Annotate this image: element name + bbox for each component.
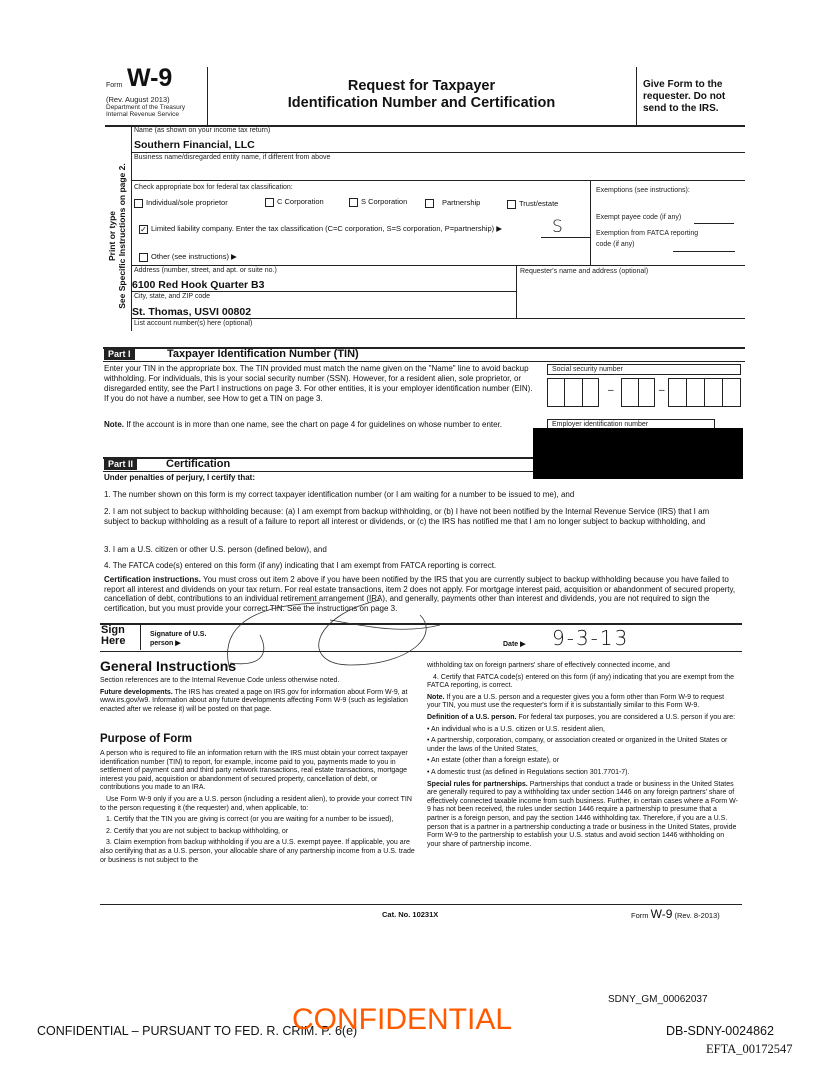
handwritten-signature [200,595,460,675]
divider [131,291,516,292]
bullet: • An estate (other than a foreign estate), or [427,757,560,765]
llc-classification-value[interactable]: S [552,217,563,237]
ein-label: Employer identification number [552,421,649,428]
ssn-area-input[interactable] [547,378,599,407]
requester-label: Requester's name and address (optional) [520,268,649,275]
cert-item-1: 1. The number shown on this form is my correct taxpayer identification number (or I am waiting for a number to be issued to me), and [104,490,575,499]
cert-item-3: 3. I am a U.S. citizen or other U.S. person (defined below), and [104,545,327,554]
option-label: Trust/estate [519,199,559,208]
paragraph-text: Partnerships that conduct a trade or business in the United States are generally required to pay a withholding tax under section 1446 on any foreign partners' share of effectively connected taxable income from such business. Further, in certain cases where a Form W-9 has not been received, the rules under section 1446 require a partnership to presume that a partner is a foreign person, and pay the section 1446 withholding tax. Therefore, if you are a U.S. person that is a partner in a partnership conducting a trade or business in the United States, provide Form W-9 to the partnership to establish your U.S. status and avoid section 1446 withholding on your share of partnership income. [427,780,738,848]
cert-text: You must cross out item 2 above if you have been notified by the IRS that you are currently subject to backup withholding because you have failed to report all interest and dividends on your tax return. For real estate transactions, item 2 does not apply. For mortgage interest paid, acquisition or abandonment of secured property, cancellation of debt, contributions to an individual retirement arrangement (IRA), and generally, payments other than interest and dividends, you are not required to sign the certification, but you must provide your correct TIN. See the instructions on page 3. [104,575,736,613]
signature-label: Signature of U.S. person ▶ [150,631,207,647]
note-text: If the account is in more than one name, see the chart on page 4 for guidelines on whose number to enter. [124,420,503,429]
option-individual[interactable] [134,198,228,208]
checkbox[interactable] [134,199,143,208]
footer-form-id [631,907,720,921]
general-instructions-heading: General Instructions [100,658,237,674]
paragraph-text: 4. Certify that FATCA code(s) entered on this form (if any) indicating that you are exempt from the FATCA reporting, is correct. [427,673,735,690]
divider [516,265,517,318]
option-label: C Corporation [277,197,324,206]
title-line-1: Request for Taxpayer [347,78,496,94]
paragraph-text: withholding tax on foreign partners' share of effectively connected income, and [427,662,670,669]
part-2-title: Certification [166,458,231,470]
note-bold: Note. [104,420,124,429]
date-value[interactable]: 9-3-13 [552,626,630,650]
section-refs: Section references are to the Internal Revenue Code unless otherwise noted. [100,677,340,684]
divider [140,625,141,650]
checkbox[interactable] [139,253,148,262]
footer-form-word: Form [631,911,649,920]
ssn-serial-input[interactable] [668,378,741,407]
option-label: Individual/sole proprietor [146,198,228,207]
city-label: City, state, and ZIP code [134,293,211,300]
paragraph-text: 3. Claim exemption from backup withholding if you are a U.S. exempt payee. If applicable, you are also certifying that as a U.S. person, your allocable share of any partnership income from a U.S. trade or business is not subject to the [100,839,415,864]
footer-rev: (Rev. 8-2013) [674,911,720,920]
entry-line [694,223,734,224]
option-s-corp[interactable] [349,197,407,207]
bullet: • An individual who is a U.S. citizen or U.S. resident alien, [427,725,605,733]
bullet: • A partnership, corporation, company, or association created or organized in the United States or under the laws of the United States, [427,737,728,753]
city-value[interactable]: St. Thomas, USVI 00802 [132,306,252,318]
form-word: Form [106,82,123,89]
special-rules-paragraph [427,781,739,850]
date-label: Date ▶ [503,641,526,648]
instructions-left-column [100,677,415,717]
form-title [207,78,636,112]
form-irs: Internal Revenue Service [106,111,179,118]
ssn-label: Social security number [552,366,623,373]
divider [103,361,745,362]
side-instructions [107,141,127,331]
part-1-title: Taxpayer Identification Number (TIN) [167,348,359,360]
exemptions-label: Exemptions (see instructions): [596,187,690,194]
form-dept: Department of the Treasury [106,104,186,111]
instructions-right-column [427,662,739,852]
option-trust[interactable] [507,199,558,209]
paragraph-text: 2. Certify that you are not subject to backup withholding, or [106,827,289,835]
footer-w9: W-9 [650,907,673,921]
paragraph-text: A person who is required to file an information return with the IRS must obtain your correct taxpayer identification number (TIN) to report, for example, income paid to you, payments made to you in settlement of payment card and third party network transactions, real estate transactions, mortgage interest you paid, acquisition or abandonment of secured property, cancellation of debt, or contributions you made to an IRA. [100,750,408,792]
option-label: Partnership [442,198,481,207]
redaction-box [533,428,743,479]
bold-lead: Future developments. [100,688,173,696]
side-line-1: Print or type [107,210,117,262]
divider [103,471,533,472]
divider [131,180,745,181]
option-label: S Corporation [361,197,408,206]
option-label: Limited liability company. Enter the tax classification (C=C corporation, S=S corporation, P=partnership) ▶ [151,224,502,233]
part-2-tag: Part II [104,458,137,470]
paragraph-text: For federal tax purposes, you are considered a U.S. person if you are: [516,713,736,721]
divider [131,318,745,319]
address-label: Address (number, street, and apt. or suite no.) [134,267,277,274]
give-form-note: Give Form to the requester. Do not send to the IRS. [643,79,726,114]
confidential-notice: CONFIDENTIAL – PURSUANT TO FED. R. CRIM. P. 6(e) [37,1024,358,1038]
dash: – [659,385,665,396]
business-label: Business name/disregarded entity name, if different from above [134,154,331,161]
classification-label: Check appropriate box for federal tax classification: [134,184,293,191]
paragraph-text: The IRS has created a page on IRS.gov for information about Form W-9, at www.irs.gov/w9. Information about any future developments affecting Form W-9 (such as legislation enacted after we release it) will be posted on that page. [100,688,408,713]
db-sdny-stamp: DB-SDNY-0024862 [666,1024,774,1038]
divider [100,904,742,905]
account-label: List account number(s) here (optional) [134,320,253,327]
checkbox[interactable] [349,198,358,207]
divider [131,126,132,331]
exempt-payee-label: Exempt payee code (if any) [596,214,682,221]
efta-stamp: EFTA_00172547 [706,1042,793,1056]
bullet: • A domestic trust (as defined in Regulations section 301.7701-7). [427,768,630,776]
option-label: Other (see instructions) ▶ [151,252,237,261]
paragraph-text: Use Form W-9 only if you are a U.S. person (including a resident alien), to provide your correct TIN to the person requesting it (the requester) and, when applicable, to: [100,795,412,812]
ssn-group-input[interactable] [621,378,655,407]
cat-no: Cat. No. 10231X [382,910,439,919]
fatca-label-2: code (if any) [596,241,635,248]
divider [590,180,591,265]
confidential-stamp: CONFIDENTIAL [292,1003,513,1036]
part-1-text: Enter your TIN in the appropriate box. The TIN provided must match the name given on the "Name" line to avoid backup withholding. For individuals, this is your social security number (SSN). However, for a resident alien, sole proprietor, or disregarded entity, see the Part I instructions on page 3. For other entities, it is your employer identification number (EIN). If you do not have a number, see How to get a TIN on page 3. [104,364,533,403]
note-paragraph [427,694,739,711]
divider [131,152,745,153]
certification-intro: Under penalties of perjury, I certify that: [104,473,255,482]
title-line-2: Identification Number and Certification [287,95,556,111]
form-rev: (Rev. August 2013) [106,95,170,104]
definition-paragraph [427,714,739,723]
purpose-text [100,750,415,868]
form-number: W-9 [127,64,173,92]
option-other[interactable] [139,252,237,262]
purpose-heading: Purpose of Form [100,733,193,745]
bold-lead: Definition of a U.S. person. [427,713,517,721]
address-value[interactable]: 6100 Red Hook Quarter B3 [132,279,265,291]
checkbox[interactable] [265,198,274,207]
paragraph-text: 1. Certify that the TIN you are giving is correct (or you are waiting for a number to be issued), [106,816,394,824]
cert-item-2: 2. I am not subject to backup withholding because: (a) I am exempt from backup withholding, or (b) I have not been notified by the Internal Revenue Service (IRS) that I am subject to backup withholding as a result of a failure to report all interest or dividends, or (c) the IRS has notified me that I am no longer subject to backup withholding, and [104,507,710,526]
paragraph-text: If you are a U.S. person and a requester gives you a form other than Form W-9 to request your TIN, you must use the requester's form if it is substantially similar to this Form W-9. [427,693,725,710]
sdny-gm-stamp: SDNY_GM_00062037 [608,994,708,1005]
future-developments [100,689,415,715]
entry-line [673,251,735,252]
dash: – [608,385,614,396]
bold-lead: Special rules for partnerships. [427,780,528,788]
checkbox-checked[interactable]: ✓ [140,224,147,234]
cert-item-4: 4. The FATCA code(s) entered on this form (if any) indicating that I am exempt from FATCA reporting is correct. [104,561,497,570]
cert-bold: Certification instructions. [104,575,201,584]
checkbox[interactable] [425,199,434,208]
name-value[interactable]: Southern Financial, LLC [134,139,255,151]
side-line-2: See Specific Instructions on page 2. [117,163,127,309]
fatca-label-1: Exemption from FATCA reporting [596,230,699,237]
ssn-label-box [547,364,741,375]
entry-line [541,237,591,238]
part-1-note [104,420,514,430]
option-partnership[interactable] [425,198,480,208]
divider [131,265,745,266]
divider [636,67,637,125]
option-c-corp[interactable] [265,197,324,207]
checkbox[interactable] [507,200,516,209]
sign-here: Sign Here [101,624,126,647]
divider [100,651,742,652]
option-llc[interactable] [139,224,502,234]
part-1-tag: Part I [104,348,135,360]
name-label: Name (as shown on your income tax return) [134,127,271,134]
bold-lead: Note. [427,693,445,701]
